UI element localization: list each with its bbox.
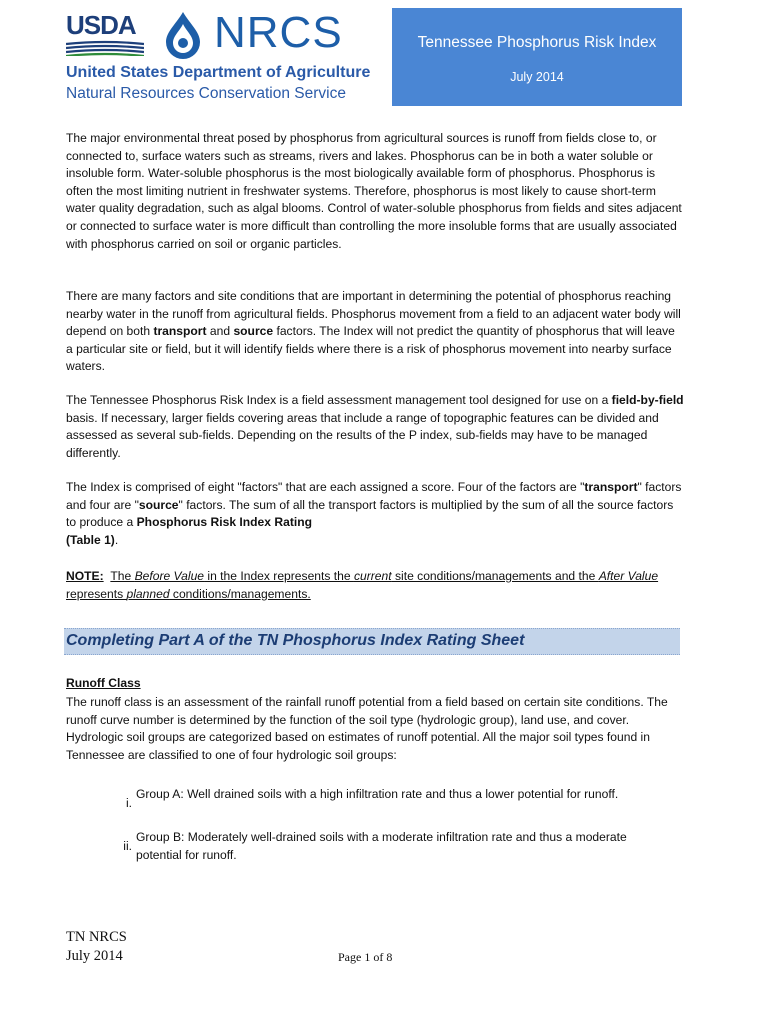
note-text: NOTE: The Before Value in the Index represents the current site conditions/managements and the After Value represents planned conditions/managements.: [66, 569, 659, 601]
footer-org-name: TN NRCS: [66, 929, 127, 945]
paragraph-index: The Index is comprised of eight "factors" that are each assigned a score. Four of the factors are "transport" factors and four are "source" factors. The sum of all the transport factors is multiplied by the sum of all the source factors to produce a Phosphorus Risk Index Rating (Table 1).: [66, 480, 682, 547]
footer-organization: [66, 928, 127, 966]
list-number: ii.: [123, 839, 132, 853]
footer-date: July 2014: [66, 948, 123, 964]
water-drop-icon: [158, 10, 208, 60]
nrcs-wordmark: NRCS: [214, 8, 343, 57]
title-banner: [392, 8, 682, 106]
paragraph-tool: The Tennessee Phosphorus Risk Index is a field assessment management tool designed for use on a field-by-field basis. If necessary, larger fields covering areas that include a range of topographic features can be divided and assessed as several sub-fields. Depending on the results of the P index, sub-fields may have to be managed differently.: [66, 393, 684, 460]
page-number: Page 1 of 8: [338, 950, 393, 964]
agency-subname: Natural Resources Conservation Service: [66, 85, 346, 102]
runoff-class-heading: Runoff Class: [66, 676, 141, 690]
usda-nrcs-logo: [66, 8, 386, 108]
document-title: Tennessee Phosphorus Risk Index: [417, 34, 657, 51]
list-number: i.: [125, 796, 132, 810]
runoff-class-text: The runoff class is an assessment of the rainfall runoff potential from a field based on certain site conditions. The runoff curve number is determined by the function of the soil type (hydrologic group), land use, and cover. Hydrologic soil groups are categorized based on estimates of runoff potential. All the major soil types found in Tennessee are classified to one of four hydrologic soil groups:: [66, 695, 668, 762]
list-text: Group A: Well drained soils with a high infiltration rate and thus a lower potential for runoff.: [136, 787, 619, 801]
list-text: Group B: Moderately well-drained soils with a moderate infiltration rate and thus a moderate potential for runoff.: [136, 830, 627, 862]
agency-name: United States Department of Agriculture: [66, 64, 371, 81]
paragraph-factors: There are many factors and site conditions that are important in determining the potential of phosphorus reaching nearby water in the runoff from agricultural fields. Phosphorus movement from a field to an adjacent water body will depend on both transport and source factors. The Index will not predict the quantity of phosphorus that will leave a particular site or field, but it will identify fields where there is a risk of phosphorus movement into nearby surface waters.: [66, 289, 681, 374]
usda-wordmark: USDA: [66, 10, 136, 40]
document-date: July 2014: [510, 70, 564, 84]
section-heading-bar: [64, 628, 680, 655]
section-heading: Completing Part A of the TN Phosphorus Index Rating Sheet: [66, 632, 525, 649]
paragraph-intro: The major environmental threat posed by phosphorus from agricultural sources is runoff from fields close to, or connected to, surface waters such as streams, rivers and lakes. Phosphorus can be in both a water soluble or insoluble form. Water-soluble phosphorus is the most biologically available form of phosphorus. Phosphorus is often the most limiting nutrient in freshwater systems. Therefore, phosphorus is most likely to cause short-term water quality degradation, such as algal blooms. Control of water-soluble phosphorus from fields and sites adjacent or connected to surface water is more difficult than controlling the more insoluble forms that are usually associated with phosphorus carried on soil or organic particles.: [66, 131, 682, 251]
usda-landscape-icon: [66, 40, 144, 56]
